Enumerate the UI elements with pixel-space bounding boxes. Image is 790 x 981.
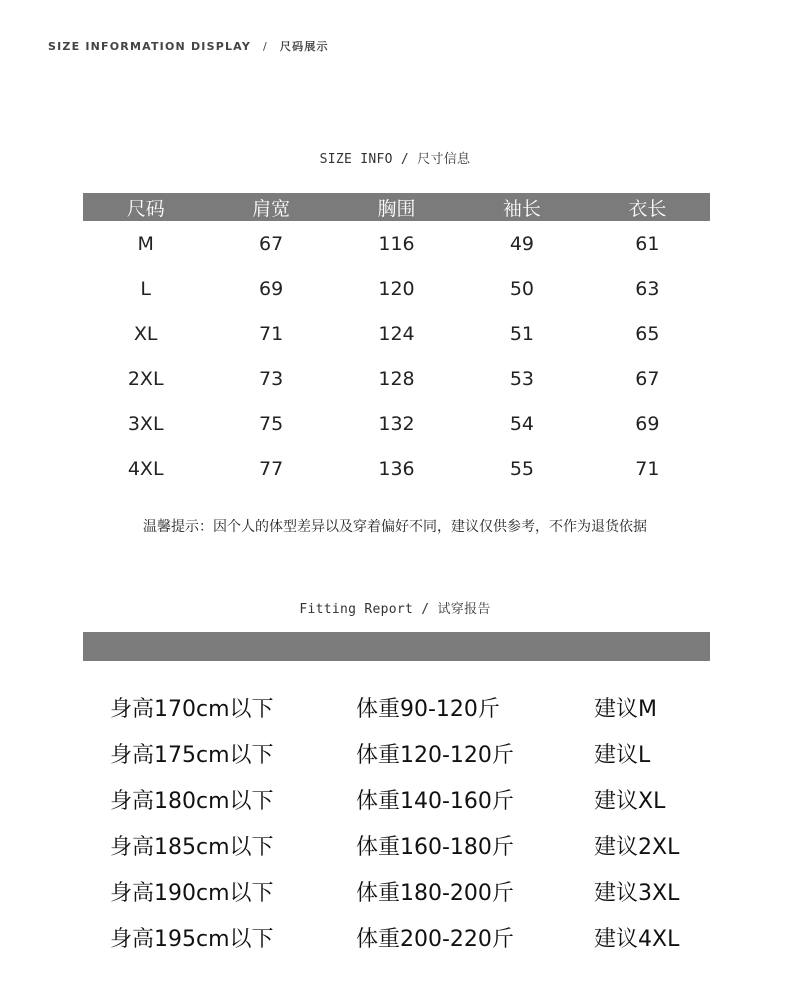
table-row [83, 311, 710, 356]
table-cell: 71 [635, 457, 660, 480]
list-item [110, 822, 730, 868]
size-suggestion: 建议L [594, 742, 651, 768]
list-item [110, 730, 730, 776]
table-row [83, 266, 710, 311]
table-cell: 61 [635, 232, 660, 255]
table-cell: 69 [635, 412, 660, 435]
header-separator: / [263, 40, 268, 53]
column-header-shoulder: 肩宽 [252, 197, 291, 220]
table-cell: 55 [509, 457, 535, 480]
weight-range: 体重90-120斤 [356, 696, 500, 722]
weight-range: 体重180-200斤 [356, 880, 514, 906]
table-cell: 128 [378, 367, 415, 390]
table-cell: 120 [378, 277, 415, 300]
table-cell: 132 [378, 412, 415, 435]
column-header-chest: 胸围 [377, 197, 416, 220]
table-cell: 3XL [127, 412, 164, 435]
height-range: 身高195cm以下 [110, 926, 274, 952]
table-row [83, 446, 710, 491]
size-suggestion: 建议4XL [594, 926, 680, 952]
column-header-length: 衣长 [628, 197, 667, 220]
size-suggestion: 建议M [594, 696, 657, 722]
table-cell: 67 [635, 367, 660, 390]
table-cell: 69 [259, 277, 284, 300]
column-header-size: 尺码 [126, 197, 165, 220]
list-item [110, 868, 730, 914]
weight-range: 体重160-180斤 [356, 834, 514, 860]
table-row [83, 221, 710, 266]
size-disclaimer-note: 温馨提示：因个人的体型差异以及穿着偏好不同，建议仅供参考，不作为退货依据 [143, 519, 647, 535]
weight-range: 体重140-160斤 [356, 788, 514, 814]
table-cell: 71 [259, 322, 284, 345]
height-range: 身高175cm以下 [110, 742, 274, 768]
table-cell: 73 [259, 367, 284, 390]
table-cell: 4XL [127, 457, 164, 480]
table-cell: 63 [635, 277, 660, 300]
size-table-header [83, 193, 710, 221]
table-cell: M [137, 232, 154, 255]
weight-range: 体重120-120斤 [356, 742, 514, 768]
header-title-en: SIZE INFORMATION DISPLAY [48, 40, 252, 53]
table-cell: 67 [259, 232, 284, 255]
height-range: 身高185cm以下 [110, 834, 274, 860]
table-row [83, 401, 710, 446]
column-header-sleeve: 袖长 [502, 197, 541, 220]
table-cell: 53 [509, 367, 535, 390]
size-suggestion: 建议XL [594, 788, 666, 814]
table-cell: 49 [509, 232, 535, 255]
table-cell: 136 [378, 457, 415, 480]
table-cell: 77 [259, 457, 284, 480]
table-cell: L [140, 277, 151, 300]
table-cell: 2XL [127, 367, 164, 390]
list-item [110, 684, 730, 730]
fitting-header-bar [83, 632, 710, 661]
table-cell: 54 [509, 412, 535, 435]
header-title-cn: 尺码展示 [279, 40, 329, 53]
table-row [83, 356, 710, 401]
table-cell: 124 [378, 322, 415, 345]
height-range: 身高180cm以下 [110, 788, 274, 814]
table-cell: XL [133, 322, 158, 345]
table-cell: 116 [378, 232, 415, 255]
height-range: 身高190cm以下 [110, 880, 274, 906]
size-suggestion: 建议3XL [594, 880, 680, 906]
size-info-title: SIZE INFO / 尺寸信息 [319, 152, 471, 167]
size-table [83, 193, 710, 491]
list-item [110, 914, 730, 960]
table-cell: 65 [635, 322, 660, 345]
table-cell: 51 [509, 322, 535, 345]
fitting-report-title: Fitting Report / 试穿报告 [299, 602, 491, 617]
height-range: 身高170cm以下 [110, 696, 274, 722]
weight-range: 体重200-220斤 [356, 926, 514, 952]
table-cell: 50 [509, 277, 535, 300]
page-header [48, 38, 329, 54]
list-item [110, 776, 730, 822]
fitting-list [110, 684, 730, 960]
table-cell: 75 [259, 412, 284, 435]
size-suggestion: 建议2XL [594, 834, 680, 860]
